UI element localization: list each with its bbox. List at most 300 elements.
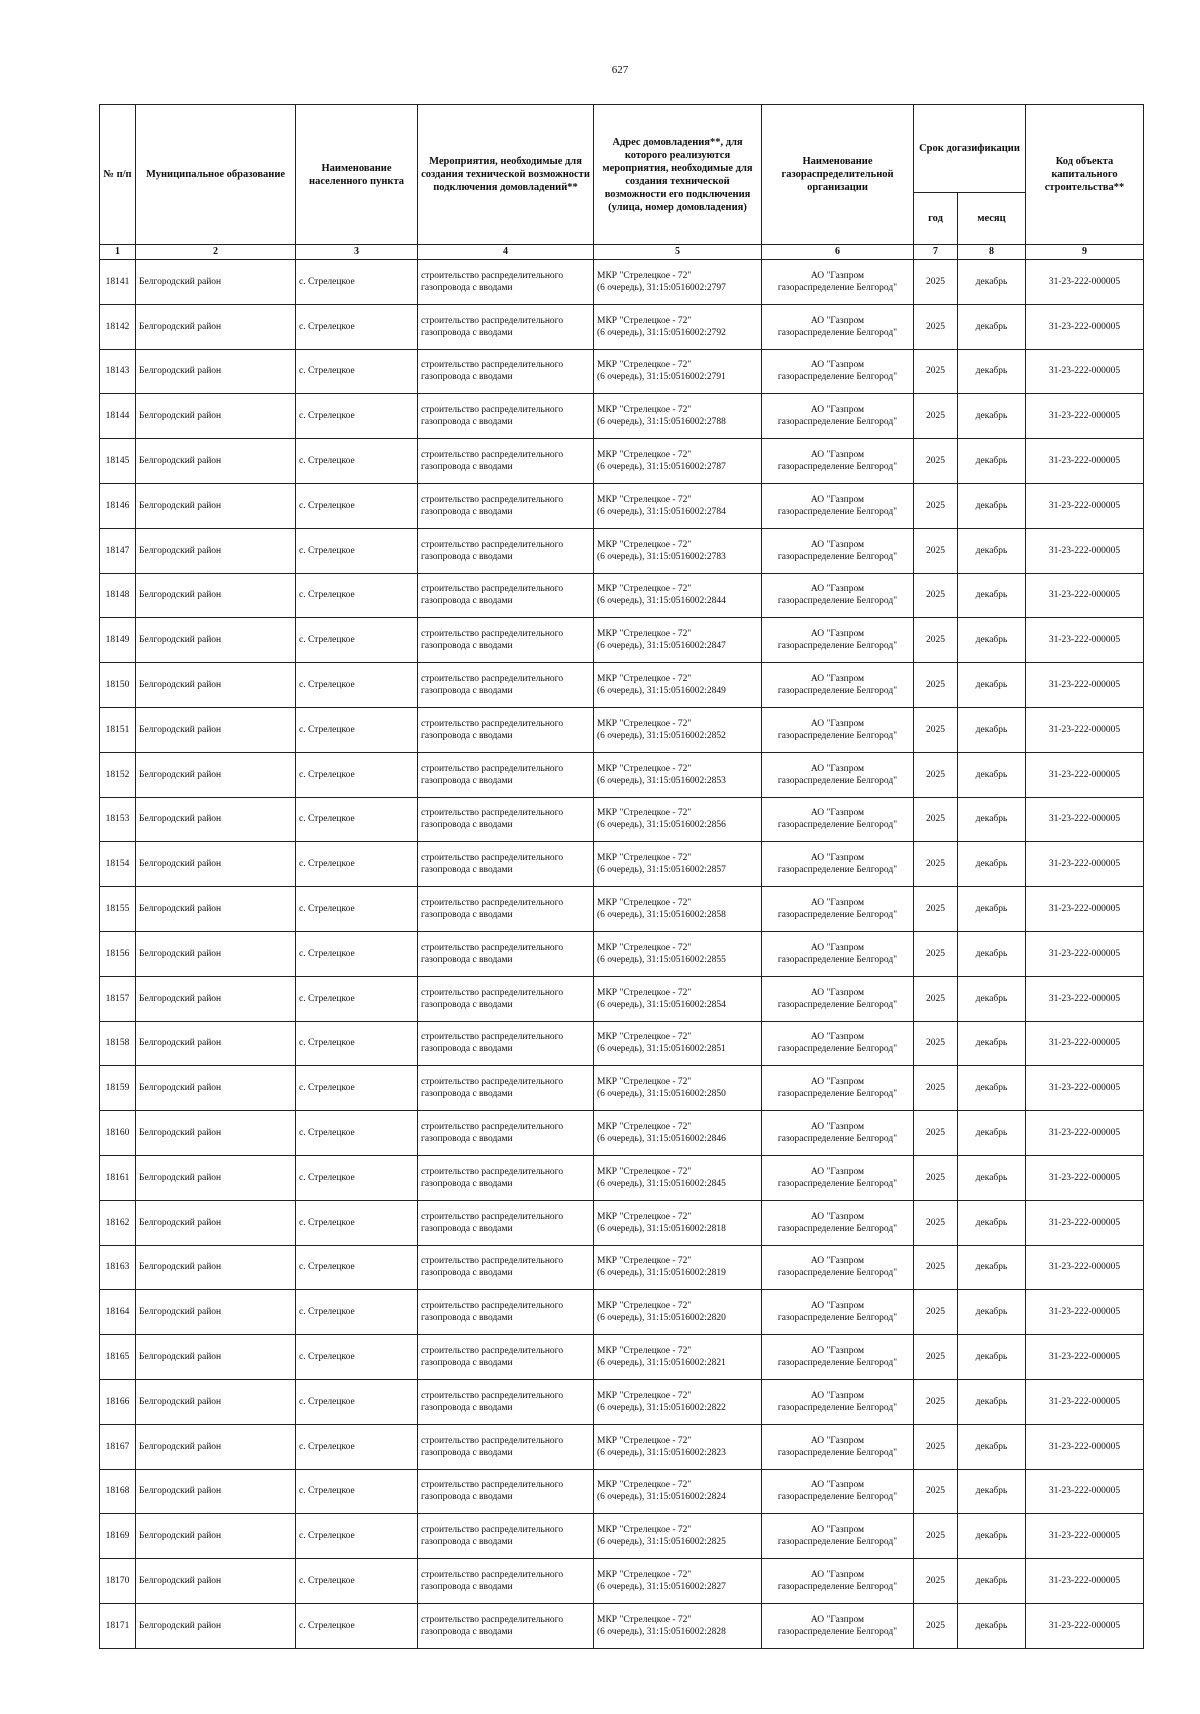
cell-month: декабрь bbox=[958, 483, 1026, 528]
table-row bbox=[100, 304, 1144, 349]
cell-month: декабрь bbox=[958, 394, 1026, 439]
cell-settlement: с. Стрелецкое bbox=[296, 394, 418, 439]
cell-address bbox=[594, 618, 762, 663]
address-line-1: МКР "Стрелецкое - 72" bbox=[597, 942, 692, 953]
org-line-2: газораспределение Белгород" bbox=[777, 1223, 898, 1234]
cell-measure bbox=[418, 976, 594, 1021]
header-municipality: Муниципальное образование bbox=[136, 105, 296, 245]
cell-settlement: с. Стрелецкое bbox=[296, 1245, 418, 1290]
cell-measure bbox=[418, 1469, 594, 1514]
cell-month: декабрь bbox=[958, 1155, 1026, 1200]
address-line-2: (6 очередь), 31:15:0516002:2797 bbox=[597, 282, 726, 293]
table-row bbox=[100, 797, 1144, 842]
cell-object-code: 31-23-222-000005 bbox=[1026, 1559, 1144, 1604]
org-line-1: АО "Газпром bbox=[810, 1570, 865, 1580]
org-line-2: газораспределение Белгород" bbox=[777, 1537, 898, 1548]
header-month: месяц bbox=[958, 193, 1026, 245]
measure-line-1: строительство распределительного bbox=[421, 270, 564, 281]
cell-year: 2025 bbox=[914, 1111, 958, 1156]
cell-num: 18150 bbox=[100, 663, 136, 708]
cell-num: 18154 bbox=[100, 842, 136, 887]
table-row bbox=[100, 1379, 1144, 1424]
cell-month: декабрь bbox=[958, 1245, 1026, 1290]
org-line-1: АО "Газпром bbox=[810, 584, 865, 595]
measure-line-2: газопровода с вводами bbox=[421, 686, 513, 697]
table-row bbox=[100, 1469, 1144, 1514]
table-row bbox=[100, 483, 1144, 528]
column-number: 2 bbox=[136, 245, 296, 260]
address-line-1: МКР "Стрелецкое - 72" bbox=[597, 1211, 692, 1222]
cell-settlement: с. Стрелецкое bbox=[296, 1335, 418, 1380]
measure-line-2: газопровода с вводами bbox=[421, 1178, 513, 1189]
measure-line-2: газопровода с вводами bbox=[421, 596, 513, 607]
measure-line-1: строительство распределительного bbox=[421, 674, 564, 685]
cell-month: декабрь bbox=[958, 439, 1026, 484]
cell-year: 2025 bbox=[914, 1200, 958, 1245]
cell-measure bbox=[418, 1111, 594, 1156]
cell-municipality: Белгородский район bbox=[136, 528, 296, 573]
org-line-2: газораспределение Белгород" bbox=[777, 1492, 898, 1503]
measure-line-2: газопровода с вводами bbox=[421, 1402, 513, 1413]
address-line-1: МКР "Стрелецкое - 72" bbox=[597, 718, 692, 729]
column-number: 9 bbox=[1026, 245, 1144, 260]
cell-measure bbox=[418, 1021, 594, 1066]
cell-gas-org bbox=[762, 1200, 914, 1245]
table-row bbox=[100, 349, 1144, 394]
cell-object-code: 31-23-222-000005 bbox=[1026, 1469, 1144, 1514]
org-line-1: АО "Газпром bbox=[810, 1435, 865, 1446]
cell-month: декабрь bbox=[958, 707, 1026, 752]
address-line-1: МКР "Стрелецкое - 72" bbox=[597, 987, 692, 998]
cell-municipality: Белгородский район bbox=[136, 887, 296, 932]
org-line-1: АО "Газпром bbox=[810, 315, 865, 326]
org-line-1: АО "Газпром bbox=[810, 405, 865, 416]
cell-measure bbox=[418, 618, 594, 663]
address-line-2: (6 очередь), 31:15:0516002:2818 bbox=[597, 1223, 726, 1234]
measure-line-1: строительство распределительного bbox=[421, 584, 564, 595]
cell-year: 2025 bbox=[914, 752, 958, 797]
cell-year: 2025 bbox=[914, 1290, 958, 1335]
address-line-2: (6 очередь), 31:15:0516002:2850 bbox=[597, 1089, 726, 1100]
cell-settlement: с. Стрелецкое bbox=[296, 1021, 418, 1066]
gasification-table bbox=[99, 104, 1144, 1649]
cell-num: 18142 bbox=[100, 304, 136, 349]
cell-year: 2025 bbox=[914, 1155, 958, 1200]
address-line-1: МКР "Стрелецкое - 72" bbox=[597, 763, 692, 774]
address-line-1: МКР "Стрелецкое - 72" bbox=[597, 1480, 692, 1491]
measure-line-2: газопровода с вводами bbox=[421, 730, 513, 741]
cell-settlement: с. Стрелецкое bbox=[296, 663, 418, 708]
cell-object-code: 31-23-222-000005 bbox=[1026, 842, 1144, 887]
column-number: 1 bbox=[100, 245, 136, 260]
org-line-2: газораспределение Белгород" bbox=[777, 327, 898, 338]
column-number: 7 bbox=[914, 245, 958, 260]
cell-month: декабрь bbox=[958, 573, 1026, 618]
cell-year: 2025 bbox=[914, 1559, 958, 1604]
cell-municipality: Белгородский район bbox=[136, 1111, 296, 1156]
table-row bbox=[100, 887, 1144, 932]
address-line-1: МКР "Стрелецкое - 72" bbox=[597, 1256, 692, 1267]
cell-measure bbox=[418, 349, 594, 394]
cell-settlement: с. Стрелецкое bbox=[296, 752, 418, 797]
cell-address bbox=[594, 797, 762, 842]
org-line-2: газораспределение Белгород" bbox=[777, 865, 898, 876]
cell-object-code: 31-23-222-000005 bbox=[1026, 1200, 1144, 1245]
cell-measure bbox=[418, 842, 594, 887]
measure-line-2: газопровода с вводами bbox=[421, 1626, 513, 1637]
table-row bbox=[100, 528, 1144, 573]
cell-num: 18148 bbox=[100, 573, 136, 618]
header-address: Адрес домовладения**, для которого реализуются мероприятия, необходимые для создания технической возможности его подключения (улица, номер домовладения) bbox=[594, 105, 762, 245]
cell-year: 2025 bbox=[914, 1021, 958, 1066]
table-row bbox=[100, 663, 1144, 708]
cell-object-code: 31-23-222-000005 bbox=[1026, 707, 1144, 752]
cell-object-code: 31-23-222-000005 bbox=[1026, 573, 1144, 618]
cell-address bbox=[594, 304, 762, 349]
org-line-2: газораспределение Белгород" bbox=[777, 1402, 898, 1413]
cell-settlement: с. Стрелецкое bbox=[296, 260, 418, 305]
cell-num: 18164 bbox=[100, 1290, 136, 1335]
cell-address bbox=[594, 1155, 762, 1200]
table-row bbox=[100, 976, 1144, 1021]
measure-line-2: газопровода с вводами bbox=[421, 865, 513, 876]
org-line-1: АО "Газпром bbox=[810, 450, 865, 461]
table-body bbox=[100, 260, 1144, 1649]
cell-address bbox=[594, 707, 762, 752]
cell-gas-org bbox=[762, 573, 914, 618]
cell-address bbox=[594, 1603, 762, 1648]
table-row bbox=[100, 1200, 1144, 1245]
cell-measure bbox=[418, 1424, 594, 1469]
address-line-2: (6 очередь), 31:15:0516002:2791 bbox=[597, 372, 726, 383]
cell-gas-org bbox=[762, 394, 914, 439]
cell-object-code: 31-23-222-000005 bbox=[1026, 1290, 1144, 1335]
cell-settlement: с. Стрелецкое bbox=[296, 573, 418, 618]
cell-municipality: Белгородский район bbox=[136, 1559, 296, 1604]
address-line-2: (6 очередь), 31:15:0516002:2856 bbox=[597, 820, 726, 831]
cell-object-code: 31-23-222-000005 bbox=[1026, 1021, 1144, 1066]
cell-municipality: Белгородский район bbox=[136, 1021, 296, 1066]
address-line-2: (6 очередь), 31:15:0516002:2846 bbox=[597, 1134, 726, 1145]
cell-num: 18151 bbox=[100, 707, 136, 752]
cell-address bbox=[594, 439, 762, 484]
header-year: год bbox=[914, 193, 958, 245]
cell-measure bbox=[418, 663, 594, 708]
address-line-1: МКР "Стрелецкое - 72" bbox=[597, 584, 692, 595]
measure-line-1: строительство распределительного bbox=[421, 1346, 564, 1357]
cell-object-code: 31-23-222-000005 bbox=[1026, 528, 1144, 573]
address-line-2: (6 очередь), 31:15:0516002:2845 bbox=[597, 1178, 726, 1189]
cell-month: декабрь bbox=[958, 842, 1026, 887]
cell-year: 2025 bbox=[914, 618, 958, 663]
cell-gas-org bbox=[762, 1424, 914, 1469]
measure-line-2: газопровода с вводами bbox=[421, 417, 513, 428]
cell-gas-org bbox=[762, 887, 914, 932]
measure-line-1: строительство распределительного bbox=[421, 1211, 564, 1222]
cell-month: декабрь bbox=[958, 663, 1026, 708]
cell-measure bbox=[418, 1335, 594, 1380]
cell-gas-org bbox=[762, 1245, 914, 1290]
measure-line-2: газопровода с вводами bbox=[421, 775, 513, 786]
org-line-2: газораспределение Белгород" bbox=[777, 1582, 898, 1592]
org-line-1: АО "Газпром bbox=[810, 853, 865, 864]
cell-year: 2025 bbox=[914, 842, 958, 887]
measure-line-1: строительство распределительного bbox=[421, 987, 564, 998]
column-number: 4 bbox=[418, 245, 594, 260]
cell-num: 18146 bbox=[100, 483, 136, 528]
measure-line-2: газопровода с вводами bbox=[421, 1134, 513, 1145]
cell-year: 2025 bbox=[914, 528, 958, 573]
measure-line-1: строительство распределительного bbox=[421, 1256, 564, 1267]
cell-measure bbox=[418, 439, 594, 484]
address-line-2: (6 очередь), 31:15:0516002:2820 bbox=[597, 1313, 726, 1324]
org-line-2: газораспределение Белгород" bbox=[777, 1358, 898, 1369]
cell-gas-org bbox=[762, 752, 914, 797]
cell-year: 2025 bbox=[914, 1379, 958, 1424]
org-line-1: АО "Газпром bbox=[810, 1077, 865, 1088]
measure-line-2: газопровода с вводами bbox=[421, 372, 513, 383]
org-line-1: АО "Газпром bbox=[810, 1032, 865, 1043]
measure-line-2: газопровода с вводами bbox=[421, 1223, 513, 1234]
address-line-2: (6 очередь), 31:15:0516002:2822 bbox=[597, 1402, 726, 1413]
address-line-2: (6 очередь), 31:15:0516002:2852 bbox=[597, 730, 726, 741]
org-line-2: газораспределение Белгород" bbox=[777, 686, 898, 697]
measure-line-2: газопровода с вводами bbox=[421, 641, 513, 652]
column-number: 5 bbox=[594, 245, 762, 260]
measure-line-2: газопровода с вводами bbox=[421, 551, 513, 562]
header-object-code: Код объекта капитального строительства** bbox=[1026, 105, 1144, 245]
cell-num: 18168 bbox=[100, 1469, 136, 1514]
cell-year: 2025 bbox=[914, 1469, 958, 1514]
measure-line-2: газопровода с вводами bbox=[421, 910, 513, 921]
table-row bbox=[100, 1111, 1144, 1156]
cell-month: декабрь bbox=[958, 618, 1026, 663]
org-line-2: газораспределение Белгород" bbox=[777, 954, 898, 965]
org-line-1: АО "Газпром bbox=[810, 360, 865, 371]
table-row bbox=[100, 1514, 1144, 1559]
cell-municipality: Белгородский район bbox=[136, 1335, 296, 1380]
measure-line-2: газопровода с вводами bbox=[421, 1044, 513, 1055]
cell-settlement: с. Стрелецкое bbox=[296, 618, 418, 663]
table-header bbox=[100, 105, 1144, 260]
measure-line-1: строительство распределительного bbox=[421, 360, 564, 371]
cell-municipality: Белгородский район bbox=[136, 1245, 296, 1290]
address-line-1: МКР "Стрелецкое - 72" bbox=[597, 1122, 692, 1133]
cell-num: 18155 bbox=[100, 887, 136, 932]
org-line-2: газораспределение Белгород" bbox=[777, 1178, 898, 1189]
measure-line-2: газопровода с вводами bbox=[421, 282, 513, 293]
cell-year: 2025 bbox=[914, 1335, 958, 1380]
org-line-1: АО "Газпром bbox=[810, 987, 865, 998]
cell-address bbox=[594, 483, 762, 528]
cell-num: 18171 bbox=[100, 1603, 136, 1648]
cell-measure bbox=[418, 707, 594, 752]
measure-line-1: строительство распределительного bbox=[421, 494, 564, 505]
cell-settlement: с. Стрелецкое bbox=[296, 1155, 418, 1200]
cell-num: 18145 bbox=[100, 439, 136, 484]
cell-settlement: с. Стрелецкое bbox=[296, 1514, 418, 1559]
org-line-2: газораспределение Белгород" bbox=[777, 462, 898, 473]
cell-address bbox=[594, 1200, 762, 1245]
measure-line-1: строительство распределительного bbox=[421, 1435, 564, 1446]
cell-object-code: 31-23-222-000005 bbox=[1026, 1335, 1144, 1380]
org-line-2: газораспределение Белгород" bbox=[777, 1626, 898, 1637]
org-line-1: АО "Газпром bbox=[810, 539, 865, 550]
cell-address bbox=[594, 1469, 762, 1514]
org-line-1: АО "Газпром bbox=[810, 1346, 865, 1357]
cell-measure bbox=[418, 1514, 594, 1559]
table-row bbox=[100, 1021, 1144, 1066]
cell-gas-org bbox=[762, 260, 914, 305]
table-row bbox=[100, 1245, 1144, 1290]
cell-month: декабрь bbox=[958, 976, 1026, 1021]
measure-line-2: газопровода с вводами bbox=[421, 954, 513, 965]
table-row bbox=[100, 1290, 1144, 1335]
cell-gas-org bbox=[762, 1111, 914, 1156]
cell-year: 2025 bbox=[914, 1424, 958, 1469]
table-row bbox=[100, 1559, 1144, 1604]
cell-object-code: 31-23-222-000005 bbox=[1026, 752, 1144, 797]
cell-address bbox=[594, 1066, 762, 1111]
cell-address bbox=[594, 1379, 762, 1424]
column-number: 3 bbox=[296, 245, 418, 260]
measure-line-2: газопровода с вводами bbox=[421, 506, 513, 517]
measure-line-1: строительство распределительного bbox=[421, 539, 564, 550]
org-line-1: АО "Газпром bbox=[810, 1525, 865, 1536]
cell-month: декабрь bbox=[958, 1424, 1026, 1469]
cell-settlement: с. Стрелецкое bbox=[296, 707, 418, 752]
cell-gas-org bbox=[762, 483, 914, 528]
cell-gas-org bbox=[762, 349, 914, 394]
org-line-1: АО "Газпром bbox=[810, 898, 865, 909]
org-line-1: АО "Газпром bbox=[810, 718, 865, 729]
cell-num: 18141 bbox=[100, 260, 136, 305]
cell-gas-org bbox=[762, 842, 914, 887]
cell-settlement: с. Стрелецкое bbox=[296, 976, 418, 1021]
header-num: № п/п bbox=[100, 105, 136, 245]
cell-object-code: 31-23-222-000005 bbox=[1026, 1066, 1144, 1111]
org-line-1: АО "Газпром bbox=[810, 1122, 865, 1133]
org-line-1: АО "Газпром bbox=[810, 1256, 865, 1267]
cell-settlement: с. Стрелецкое bbox=[296, 842, 418, 887]
cell-municipality: Белгородский район bbox=[136, 304, 296, 349]
org-line-2: газораспределение Белгород" bbox=[777, 372, 898, 383]
address-line-2: (6 очередь), 31:15:0516002:2783 bbox=[597, 551, 726, 562]
cell-num: 18156 bbox=[100, 931, 136, 976]
table-row bbox=[100, 573, 1144, 618]
cell-year: 2025 bbox=[914, 260, 958, 305]
cell-month: декабрь bbox=[958, 752, 1026, 797]
cell-gas-org bbox=[762, 1469, 914, 1514]
address-line-1: МКР "Стрелецкое - 72" bbox=[597, 1435, 692, 1446]
table-row bbox=[100, 1066, 1144, 1111]
org-line-2: газораспределение Белгород" bbox=[777, 1313, 898, 1324]
cell-address bbox=[594, 1245, 762, 1290]
cell-measure bbox=[418, 483, 594, 528]
address-line-2: (6 очередь), 31:15:0516002:2828 bbox=[597, 1626, 726, 1637]
cell-object-code: 31-23-222-000005 bbox=[1026, 887, 1144, 932]
org-line-1: АО "Газпром bbox=[810, 1614, 865, 1625]
address-line-2: (6 очередь), 31:15:0516002:2823 bbox=[597, 1447, 726, 1458]
cell-municipality: Белгородский район bbox=[136, 483, 296, 528]
cell-measure bbox=[418, 1200, 594, 1245]
cell-address bbox=[594, 1335, 762, 1380]
cell-gas-org bbox=[762, 931, 914, 976]
address-line-1: МКР "Стрелецкое - 72" bbox=[597, 1346, 692, 1357]
org-line-2: газораспределение Белгород" bbox=[777, 910, 898, 921]
cell-object-code: 31-23-222-000005 bbox=[1026, 797, 1144, 842]
cell-month: декабрь bbox=[958, 1469, 1026, 1514]
measure-line-2: газопровода с вводами bbox=[421, 1447, 513, 1458]
cell-year: 2025 bbox=[914, 573, 958, 618]
measure-line-1: строительство распределительного bbox=[421, 808, 564, 819]
measure-line-1: строительство распределительного bbox=[421, 1390, 564, 1401]
measure-line-1: строительство распределительного bbox=[421, 898, 564, 909]
org-line-2: газораспределение Белгород" bbox=[777, 551, 898, 562]
cell-object-code: 31-23-222-000005 bbox=[1026, 1424, 1144, 1469]
measure-line-2: газопровода с вводами bbox=[421, 820, 513, 831]
cell-municipality: Белгородский район bbox=[136, 707, 296, 752]
cell-settlement: с. Стрелецкое bbox=[296, 1424, 418, 1469]
measure-line-1: строительство распределительного bbox=[421, 315, 564, 326]
org-line-1: АО "Газпром bbox=[810, 1390, 865, 1401]
org-line-2: газораспределение Белгород" bbox=[777, 1268, 898, 1279]
cell-gas-org bbox=[762, 1155, 914, 1200]
address-line-2: (6 очередь), 31:15:0516002:2849 bbox=[597, 686, 726, 697]
cell-year: 2025 bbox=[914, 797, 958, 842]
table-row bbox=[100, 260, 1144, 305]
cell-measure bbox=[418, 1155, 594, 1200]
measure-line-1: строительство распределительного bbox=[421, 1122, 564, 1133]
cell-measure bbox=[418, 887, 594, 932]
cell-municipality: Белгородский район bbox=[136, 260, 296, 305]
cell-measure bbox=[418, 931, 594, 976]
cell-year: 2025 bbox=[914, 483, 958, 528]
address-line-2: (6 очередь), 31:15:0516002:2854 bbox=[597, 999, 726, 1010]
cell-municipality: Белгородский район bbox=[136, 573, 296, 618]
cell-year: 2025 bbox=[914, 394, 958, 439]
address-line-2: (6 очередь), 31:15:0516002:2857 bbox=[597, 865, 726, 876]
cell-month: декабрь bbox=[958, 1379, 1026, 1424]
cell-municipality: Белгородский район bbox=[136, 1155, 296, 1200]
table-row bbox=[100, 842, 1144, 887]
address-line-1: МКР "Стрелецкое - 72" bbox=[597, 1614, 692, 1625]
table-row bbox=[100, 618, 1144, 663]
cell-municipality: Белгородский район bbox=[136, 1066, 296, 1111]
address-line-1: МКР "Стрелецкое - 72" bbox=[597, 629, 692, 640]
cell-object-code: 31-23-222-000005 bbox=[1026, 1379, 1144, 1424]
cell-gas-org bbox=[762, 1335, 914, 1380]
org-line-1: АО "Газпром bbox=[810, 1301, 865, 1312]
cell-gas-org bbox=[762, 663, 914, 708]
address-line-2: (6 очередь), 31:15:0516002:2858 bbox=[597, 910, 726, 921]
table-row bbox=[100, 439, 1144, 484]
cell-month: декабрь bbox=[958, 1559, 1026, 1604]
cell-gas-org bbox=[762, 707, 914, 752]
cell-num: 18143 bbox=[100, 349, 136, 394]
cell-address bbox=[594, 1424, 762, 1469]
cell-month: декабрь bbox=[958, 1200, 1026, 1245]
cell-municipality: Белгородский район bbox=[136, 1424, 296, 1469]
cell-object-code: 31-23-222-000005 bbox=[1026, 1245, 1144, 1290]
measure-line-2: газопровода с вводами bbox=[421, 1313, 513, 1324]
address-line-2: (6 очередь), 31:15:0516002:2825 bbox=[597, 1537, 726, 1548]
org-line-2: газораспределение Белгород" bbox=[777, 775, 898, 786]
measure-line-1: строительство распределительного bbox=[421, 1614, 564, 1625]
measure-line-1: строительство распределительного bbox=[421, 1301, 564, 1312]
cell-address bbox=[594, 976, 762, 1021]
cell-gas-org bbox=[762, 797, 914, 842]
